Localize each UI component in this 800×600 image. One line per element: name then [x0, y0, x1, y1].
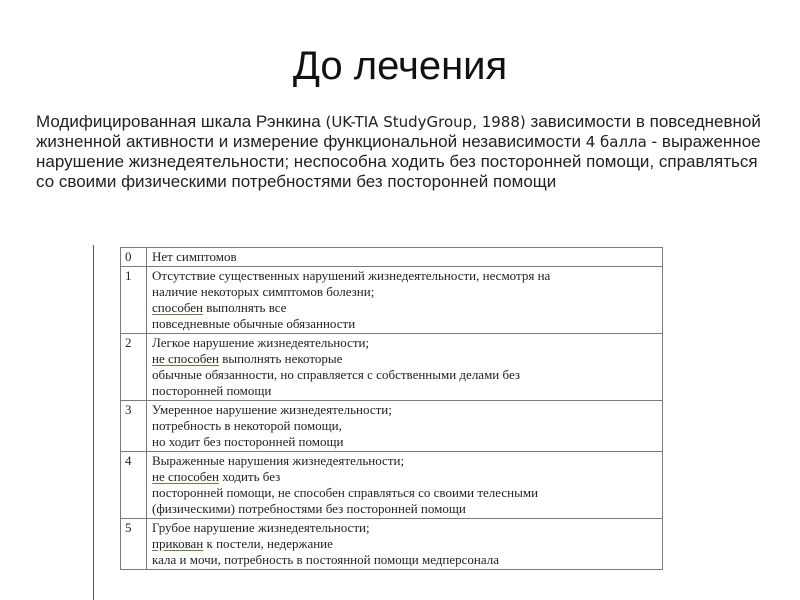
description-line	[152, 268, 658, 284]
table-row	[121, 248, 663, 267]
line-text: посторонней помощи, не способен справляться со своими телесными	[152, 485, 539, 500]
description-line	[152, 335, 658, 351]
line-text: обычные обязанности, но справляется с собственными делами без	[152, 367, 521, 382]
description-line	[152, 520, 658, 536]
table-row	[121, 334, 663, 401]
table-row	[121, 452, 663, 519]
line-text: Отсутствие существенных нарушений жизнедеятельности, несмотря на	[152, 268, 551, 283]
scale-grade: 2	[121, 334, 147, 401]
description-line	[152, 434, 658, 450]
description-text-3: - выраженное нарушение жизнедеятельности; неспособна ходить без посторонней помощи, справляться со своими физическими потребностями без посторонней помощи	[36, 132, 761, 191]
table-row	[121, 401, 663, 452]
scale-grade: 5	[121, 519, 147, 570]
scale-description	[147, 334, 663, 401]
line-text: повседневные обычные обязанности	[152, 316, 356, 331]
rankin-scale-table	[120, 247, 663, 570]
table-row	[121, 267, 663, 334]
rankin-scale-body	[121, 248, 663, 570]
scale-description	[147, 519, 663, 570]
description-line	[152, 367, 658, 383]
description-text-1: Модифицированная шкала Рэнкина	[36, 112, 326, 131]
line-text: Умеренное нарушение жизнедеятельности;	[152, 402, 392, 417]
description-line	[152, 383, 658, 399]
scale-grade: 4	[121, 452, 147, 519]
underlined-term: не способен	[152, 351, 219, 366]
line-text: Легкое нарушение жизнедеятельности;	[152, 335, 370, 350]
description-line	[152, 418, 658, 434]
description-line	[152, 453, 658, 469]
description-line	[152, 351, 658, 367]
line-text: Выраженные нарушения жизнедеятельности;	[152, 453, 405, 468]
scale-grade: 3	[121, 401, 147, 452]
line-text: потребность в некоторой помощи,	[152, 418, 342, 433]
description-line	[152, 300, 658, 316]
line-text: ходить без	[218, 469, 281, 484]
underlined-term: не способен	[152, 469, 219, 484]
description-line	[152, 469, 658, 485]
table-row	[121, 519, 663, 570]
underlined-term: прикован	[152, 536, 204, 551]
description-line	[152, 284, 658, 300]
line-text: Нет симптомов	[152, 249, 237, 264]
line-text: выполнять некоторые	[218, 351, 343, 366]
line-text: Грубое нарушение жизнедеятельности;	[152, 520, 370, 535]
description-line	[152, 552, 658, 568]
description-line	[152, 536, 658, 552]
line-text: наличие некоторых симптомов болезни;	[152, 284, 375, 299]
description-paragraph	[36, 112, 776, 192]
scale-description	[147, 452, 663, 519]
description-text-2: зависимости в повседневной жизненной активности и измерение функциональной независимости	[36, 112, 761, 151]
underlined-term: способен	[152, 300, 203, 315]
page-title: До лечения	[292, 44, 508, 88]
vertical-divider	[93, 245, 94, 600]
scale-description	[147, 267, 663, 334]
line-text: кала и мочи, потребность в постоянной помощи медперсонала	[152, 552, 500, 567]
study-reference: (UK-TIA StudyGroup, 1988)	[325, 113, 526, 131]
description-line	[152, 402, 658, 418]
description-line	[152, 501, 658, 517]
line-text: выполнять все	[203, 300, 287, 315]
description-line	[152, 249, 658, 265]
scale-description	[147, 401, 663, 452]
line-text: но ходит без посторонней помощи	[152, 434, 344, 449]
description-line	[152, 485, 658, 501]
line-text: (физическими) потребностями без посторонней помощи	[152, 501, 466, 516]
line-text: посторонней помощи	[152, 383, 272, 398]
scale-description	[147, 248, 663, 267]
scale-grade: 1	[121, 267, 147, 334]
scale-grade: 0	[121, 248, 147, 267]
description-line	[152, 316, 658, 332]
line-text: к постели, недержание	[203, 536, 333, 551]
score-value: 4 балла	[585, 133, 647, 151]
